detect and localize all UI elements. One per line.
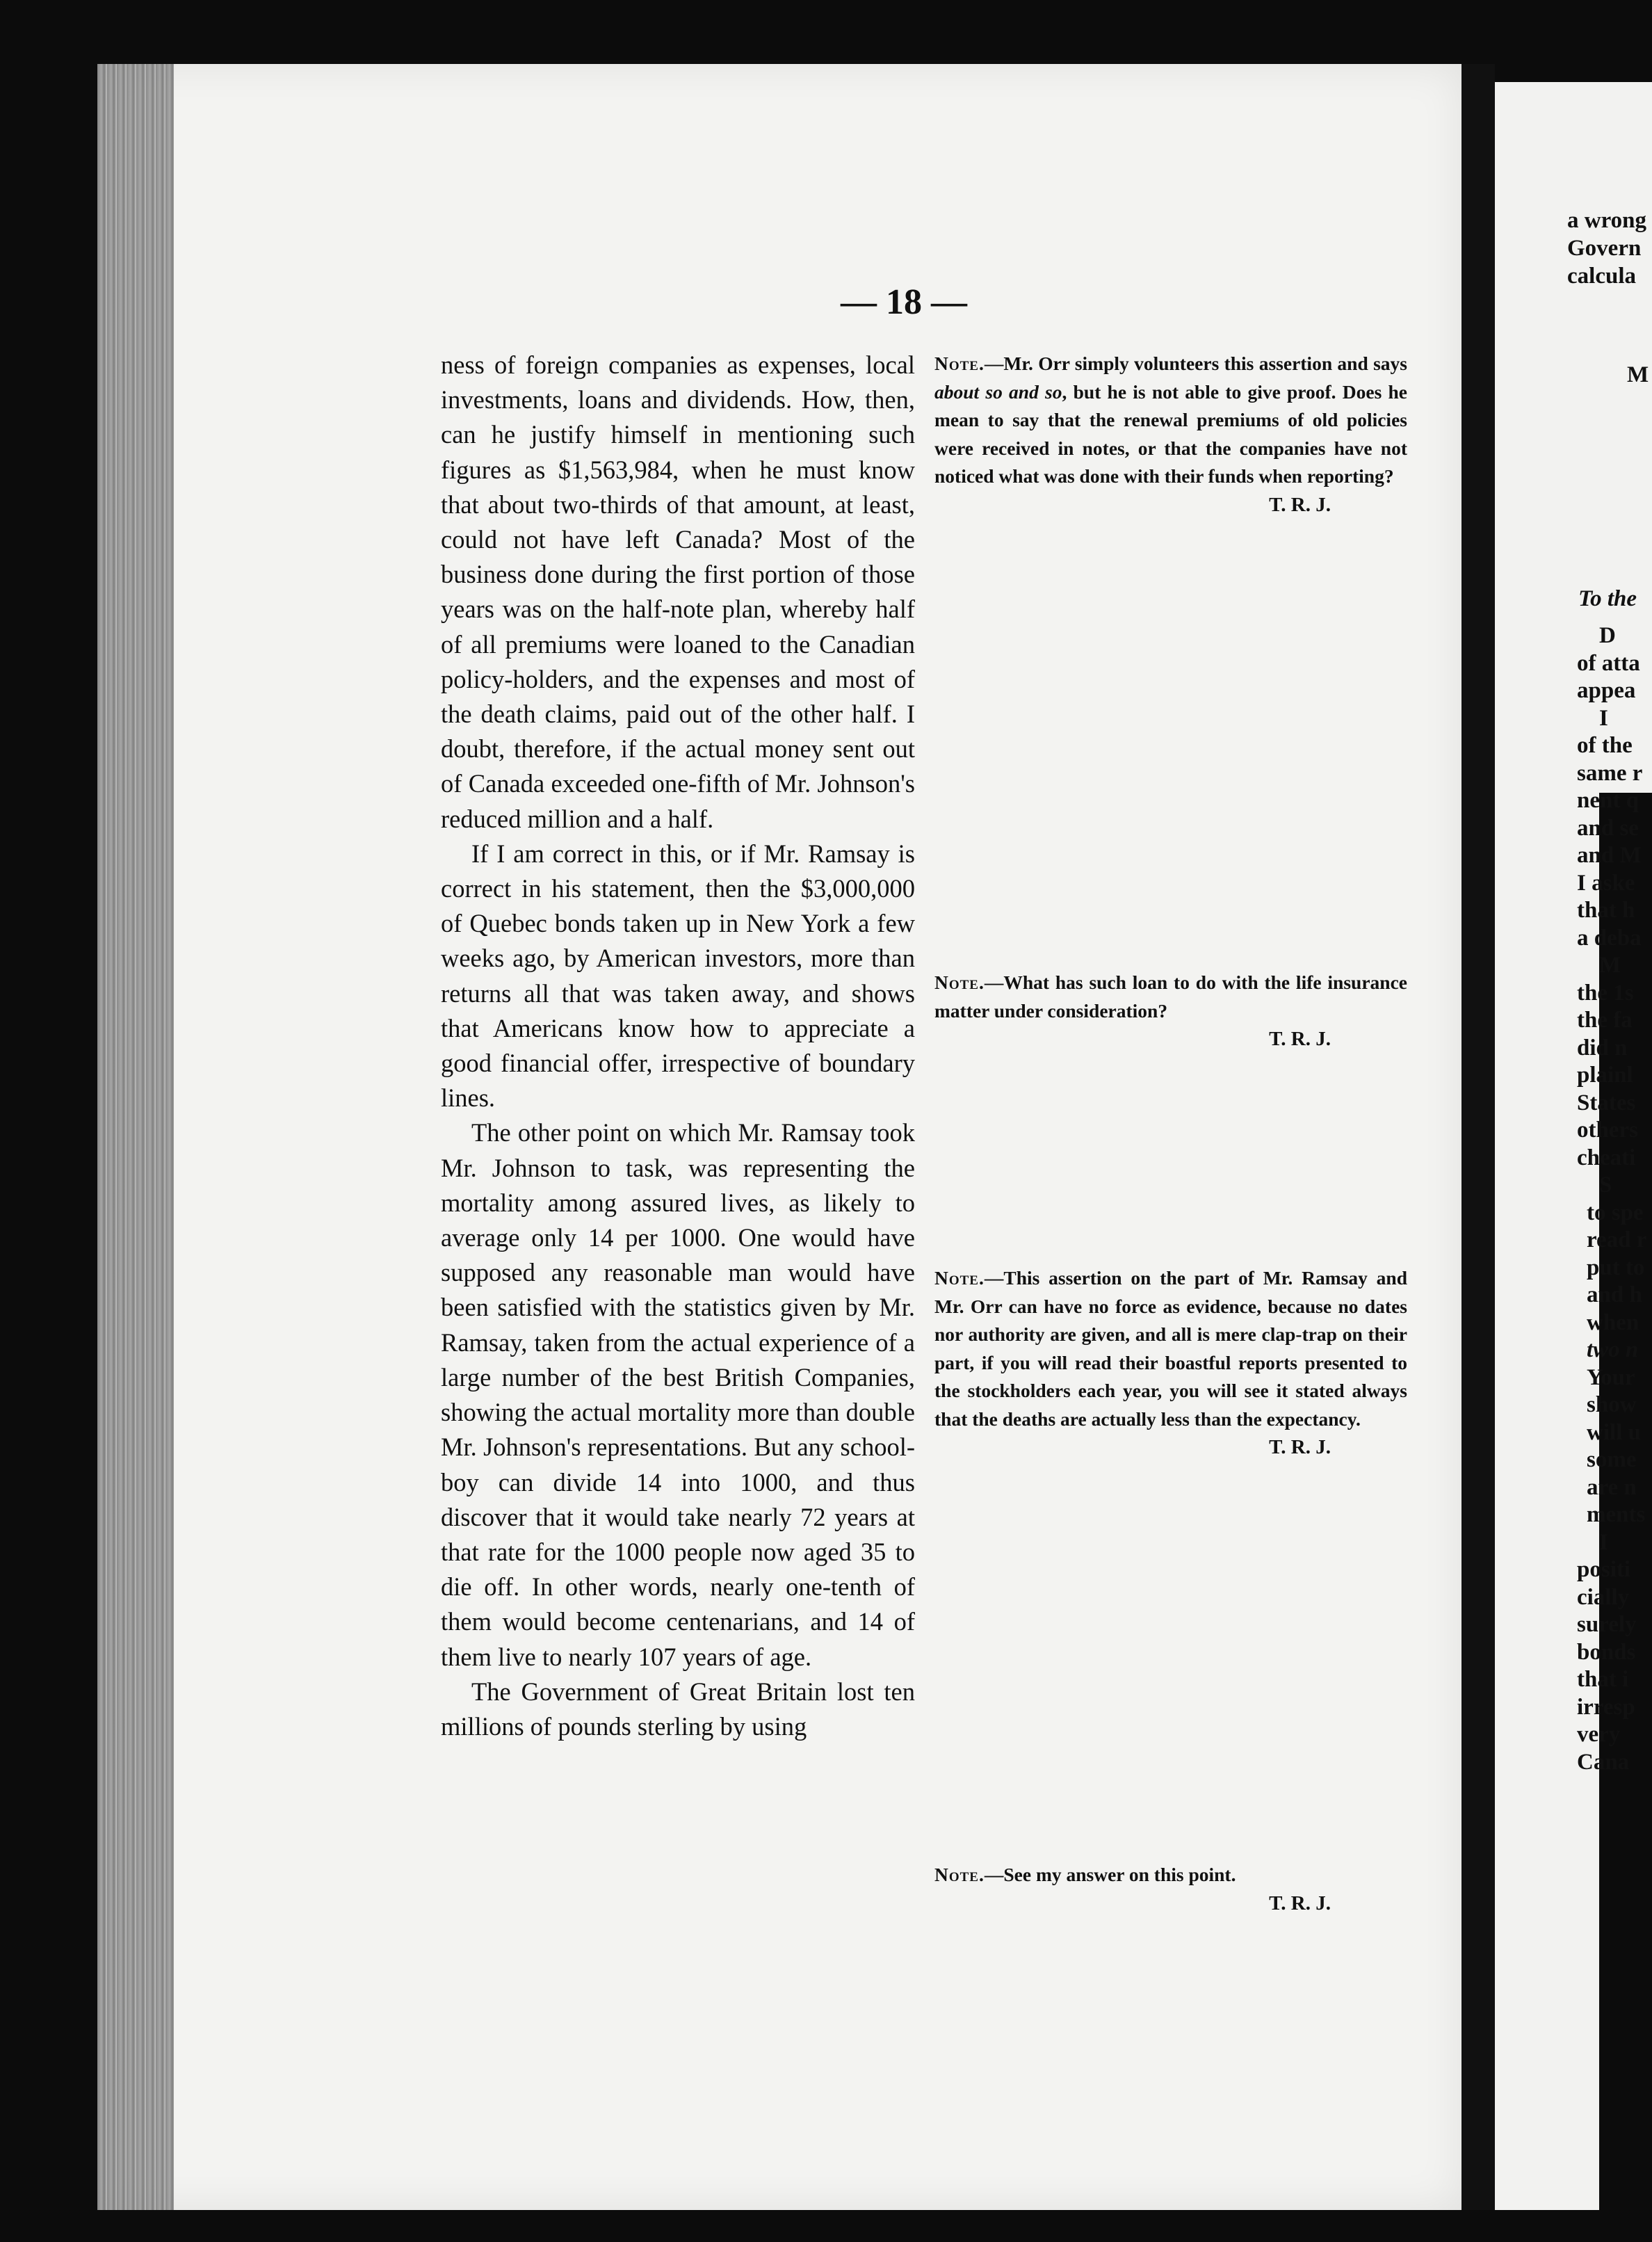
note-lead: Note.	[934, 1267, 985, 1289]
right-fragment: a deba	[1577, 925, 1642, 951]
note-signature: T. R. J.	[1269, 493, 1331, 516]
right-fragment: bonds	[1577, 1639, 1636, 1665]
page-stack-edges	[97, 64, 174, 2210]
right-fragment: the 1s	[1577, 980, 1634, 1006]
right-fragment: appea	[1577, 678, 1636, 703]
right-fragment: that h	[1577, 898, 1635, 923]
right-fragment: I	[1599, 1529, 1608, 1555]
right-fragment: show	[1587, 1392, 1637, 1417]
right-fragment: two n	[1587, 1337, 1639, 1362]
right-fragment: read r	[1587, 1227, 1647, 1252]
right-fragment: did n	[1577, 1035, 1628, 1060]
right-fragment: put to	[1587, 1255, 1645, 1280]
note-text: —This assertion on the part of Mr. Ramsay and Mr. Orr can have no force as evidence, because no dates nor authority are given, and all is mere clap-trap on their part, if you will read their boastful reports presented to the stockholders each year, you will see it stated always that the deaths are actually less than the expectancy.	[934, 1267, 1407, 1430]
note-emphasis: about so and so	[934, 380, 1062, 403]
note-signature: T. R. J.	[1269, 1028, 1331, 1050]
note-text: —What has such loan to do with the life insurance matter under consideration?	[934, 971, 1407, 1022]
right-fragment: I	[1599, 705, 1608, 731]
right-fragment: are n	[1587, 1474, 1637, 1500]
right-fragment: when	[1587, 1309, 1639, 1335]
right-fragment: the fa	[1577, 1008, 1633, 1033]
note-lead: Note.	[934, 1864, 985, 1885]
right-fragment: States	[1577, 1090, 1636, 1115]
right-fragment: Your	[1587, 1364, 1635, 1390]
right-fragment: cially	[1577, 1584, 1630, 1610]
right-fragment: M	[1627, 362, 1649, 387]
right-fragment: will u	[1587, 1419, 1641, 1445]
note-text: , but he is not able to give proof. Does he mean to say that the renewal premiums of old policies were received in notes, or that the companies have not noticed what was done with their funds when reporting?	[934, 380, 1407, 487]
right-fragment: D	[1599, 623, 1616, 648]
paragraph: The Government of Great Britain lost ten millions of pounds sterling by using	[441, 1677, 915, 1741]
right-fragment: to spe	[1587, 1200, 1644, 1225]
right-fragment: surely	[1577, 1612, 1637, 1637]
right-fragment: irresp	[1577, 1694, 1635, 1720]
right-fragment: Govern	[1567, 236, 1642, 261]
right-fragment: and M	[1577, 843, 1642, 868]
note-lead: Note.	[934, 353, 985, 374]
right-fragment: M	[1599, 953, 1621, 978]
right-fragment: S	[1599, 1172, 1612, 1197]
right-fragment: others	[1577, 1118, 1638, 1143]
page-number: — 18 —	[841, 282, 967, 322]
right-fragment: that i	[1577, 1667, 1629, 1692]
main-text-column	[441, 348, 915, 1744]
right-fragment: nent q	[1577, 788, 1639, 813]
margin-note-4	[934, 1861, 1407, 1917]
note-text: —Mr. Orr simply volunteers this assertion and says	[984, 353, 1407, 374]
margin-note-3	[934, 1264, 1407, 1462]
paragraph: ness of foreign companies as expenses, local investments, loans and dividends. How, then, can he justify himself in mentioning such figures as $1,563,984, when he must know that about two-thirds of that amount, at least, could not have left Canada? Most of the business done during the first portion of those years was on the half-note plan, whereby half of all premiums were loaned to the Canadian policy-holders, and the expenses and most of the death claims, paid out of the other half. I doubt, therefore, if the actual money sent out of Canada exceeded one-fifth of Mr. Johnson's reduced million and a half.	[441, 350, 915, 833]
margin-note-1	[934, 350, 1407, 519]
right-fragment: of atta	[1577, 650, 1640, 676]
right-fragment: of the	[1577, 733, 1633, 758]
right-fragment: very	[1577, 1722, 1621, 1747]
right-fragment: Cana	[1577, 1749, 1630, 1775]
right-fragment: positi	[1577, 1557, 1631, 1582]
right-fragment: plainl	[1577, 1063, 1633, 1088]
right-fragment: same r	[1577, 760, 1643, 786]
paragraph: The other point on which Mr. Ramsay took Mr. Johnson to task, was representing the mortality among assured lives, as likely to average only 14 per 1000. One would have supposed any reasonable man would have been satisfied with the statistics given by Mr. Ramsay, taken from the actual experience of a large number of the best British Companies, showing the actual mortality more than double Mr. Johnson's representations. But any school-boy can divide 14 into 1000, and thus discover that it would take nearly 72 years at that rate for the 1000 people now aged 35 to die off. In other words, nearly one-tenth of them would become centenarians, and 14 of them live to nearly 107 years of age.	[441, 1118, 915, 1671]
note-text: —See my answer on this point.	[984, 1864, 1236, 1885]
right-fragment: To the	[1578, 586, 1637, 611]
note-signature: T. R. J.	[1269, 1892, 1331, 1914]
paragraph: If I am correct in this, or if Mr. Ramsay is correct in his statement, then the $3,000,000 of Quebec bonds taken up in New York a few weeks ago, by American investors, more than returns all that was taken away, and shows that Americans know how to appreciate a good financial offer, irrespective of boundary lines.	[441, 839, 915, 1113]
note-signature: T. R. J.	[1269, 1436, 1331, 1458]
right-fragment: some	[1587, 1447, 1637, 1472]
right-fragment: and se	[1577, 815, 1639, 841]
note-lead: Note.	[934, 971, 985, 993]
right-fragment: ments	[1587, 1502, 1646, 1527]
right-fragment: cheati	[1577, 1145, 1636, 1170]
book-gutter	[1461, 64, 1495, 2210]
right-fragment: and h	[1587, 1282, 1642, 1307]
margin-note-2	[934, 969, 1407, 1054]
right-fragment: a wrong	[1567, 208, 1646, 233]
right-fragment: I aske	[1577, 870, 1635, 896]
right-fragment: calcula	[1567, 264, 1636, 289]
